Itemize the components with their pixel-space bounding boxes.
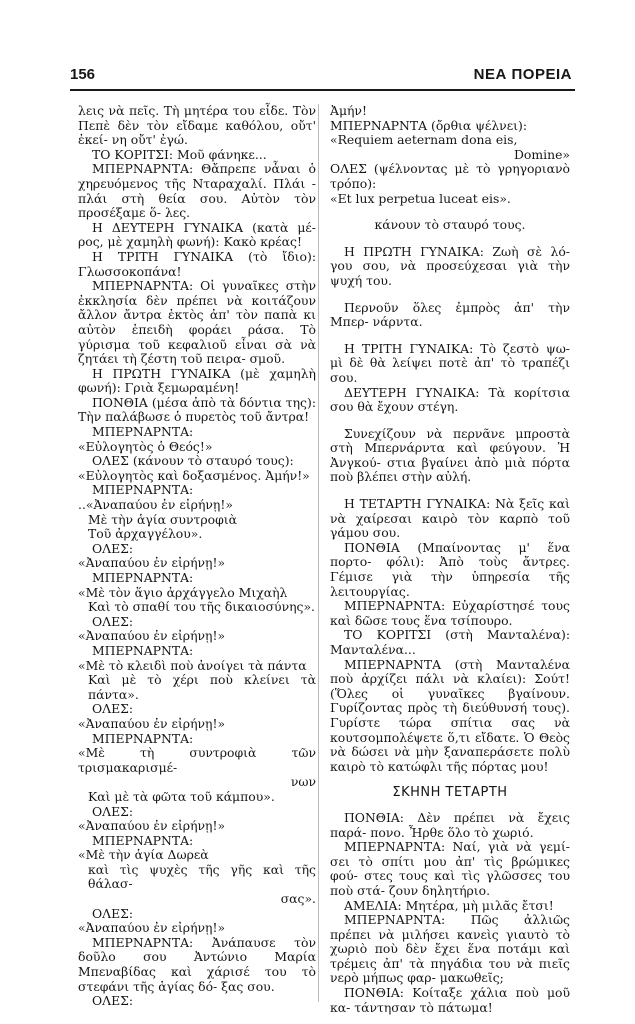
verse-line: «Μὲ τὴ συντροφιὰ τῶν τρισμακαρισμέ- [78,745,316,775]
speaker: ΟΛΕΣ (ψέλνοντας μὲ τὸ γρηγοριανὸ τρόπο): [330,161,570,191]
speaker: ΟΛΕΣ: [92,993,134,1009]
speaker: ΟΛΕΣ: [92,905,134,921]
dialogue-line: Η ΔΕΥΤΕΡΗ ΓΥΝΑΙΚΑ (κατὰ μέ- ρος, μὲ χαμηλὴ φωνή): Κακὸ κρέας! [78,219,316,250]
dialogue-line: ΔΕΥΤΕΡΗ ΓΥΝΑΙΚΑ: Τὰ κορίτσια σου θὰ ἔχουν στέγη. [330,384,570,415]
dialogue-line: ΠΟΝΘΙΑ (μέσα ἀπὸ τὰ δόντια της): Τὴν παλάβωσε ὁ πυρετὸς τοῦ ἄντρα! [78,394,316,425]
dialogue-line: Η ΤΕΤΑΡΤΗ ΓΥΝΑΙΚΑ: Νὰ ξεῖς καὶ νὰ χαίρεσαι καιρὸ τὸν καρπὸ τοῦ γάμου σου. [330,496,570,541]
speaker: ΜΠΕΡΝΑΡΝΤΑ: [92,832,194,848]
journal-title: ΝΕΑ ΠΟΡΕΙΑ [473,66,572,83]
speaker: ΜΠΕΡΝΑΡΝΤΑ: [92,730,194,746]
dialogue-line: ΜΠΕΡΝΑΡΝΤΑ: Πῶς ἀλλιῶς πρέπει νὰ μιλήσει κανεὶς γιαυτὸ τὸ χωριὸ ποὺ δὲν ἔχει ἕνα ποτάμι καὶ τρέμεις ἀπ' τὰ πηγάδια του νὰ πιεῖς νερὸ μήπως φαρ- μακωθεῖς; [330,912,570,986]
speaker: ΟΛΕΣ: [92,613,134,629]
dialogue-line: Η ΤΡΙΤΗ ΓΥΝΑΙΚΑ (τὸ ἴδιο): Γλωσσοκοπάνα! [78,248,316,279]
dialogue-line: ΠΟΝΘΙΑ (Μπαίνοντας μ' ἕνα πορτο- φόλι): Ἀπὸ τοὺς ἄντρες. Γέμισε γιὰ τὴν ὑπηρεσία τῆς λειτουργίας. [330,539,570,599]
dialogue-line: ΠΟΝΘΙΑ: Δὲν πρέπει νὰ ἔχεις παρά- πονο. Ἦρθε ὅλο τὸ χωριό. [330,809,570,840]
verse-line: «Εὐλογητὸς καὶ δοξασμένος. Ἀμήν!» [78,467,310,483]
verse-line: Τοῦ ἀρχαγγέλου». [88,526,203,542]
dialogue-line: Η ΠΡΩΤΗ ΓΥΝΑΙΚΑ (μὲ χαμηλὴ φωνή): Γριὰ ξεμωραμένη! [78,365,316,396]
speaker: ΜΠΕΡΝΑΡΝΤΑ: [92,570,194,585]
right-column [330,104,570,1015]
verse-line: «Ἀναπαύου ἐν εἰρήνῃ!» [78,555,226,571]
dialogue-line: ΜΠΕΡΝΑΡΝΤΑ: Ναί, γιὰ νὰ γεμί- σει τὸ σπίτι μου ἀπ' τὶς βρώμικες φού- στες τους καὶ τὶς γλῶσσες του ποὺ στά- ζουν δηλητήριο. [330,839,570,898]
dialogue-line: ΜΠΕΡΝΑΡΝΤΑ: Ἀνάπαυσε τὸν δοῦλο σου Ἀντώνιο Μαρία Μπεναβίδας καὶ χάρισέ του τὸ στεφάνι τῆς ἁγίας δό- ξας σου. [78,934,316,994]
stage-direction: Συνεχίζουν νὰ περνᾶνε μπροστὰ στὴ Μπερνάρντα καὶ φεύγουν. Ἡ Ἀνγκού- στια βγαίνει ἀπὸ μιὰ πόρτα ποὺ βλέπει στὴν αὐλή. [330,425,570,485]
paragraph: λεις νὰ πεῖς. Τὴ μητέρα του εἶδε. Τὸν Πεπὲ δὲν τὸν εἴδαμε καθόλου, οὔτ' ἐκεί- νη οὔτ' ἐγώ. [78,103,316,148]
verse-line: Καὶ μὲ τὰ φῶτα τοῦ κάμπου». [88,788,275,804]
dialogue-line: Ἀμήν! [330,103,367,118]
dialogue-line: ΜΠΕΡΝΑΡΝΤΑ (στὴ Μανταλένα ποὺ ἀρχίζει πάλι νὰ κλαίει): Σούτ! (Ὅλες οἱ γυναῖκες βγαίνουν. Γυρίζοντας πρὸς τὴ διεύθυνσή τους). Γυρίστε τώρα σπίτια σας νὰ κουτσομπολέψετε ὅ,τι εἴδατε. Ὁ Θεὸς νὰ δώσει νὰ μὴν ξαναπεράσετε πολὺ καιρὸ τὸ κατώφλι τῆς πόρτας μου! [330,656,570,774]
verse-line: Καὶ τὸ σπαθί του τῆς δικαιοσύνης». [88,599,315,615]
stage-direction: Περνοῦν ὅλες ἐμπρὸς ἀπ' τὴν Μπερ- νάρντα. [330,299,570,330]
dialogue-line: ΜΠΕΡΝΑΡΝΤΑ: Οἱ γυναῖκες στὴν ἐκκλησία δὲν πρέπει νὰ κοιτάζουν ἄλλον ἄντρα ἐκτὸς ἀπ' τὸν παπὰ κι αὐτὸν ἐπειδὴ φοράει ράσα. Τὸ γύρισμα τοῦ κεφαλιοῦ εἶναι σὰ νὰ ζητάει τὴ ζέστη τοῦ πειρα- σμοῦ. [78,278,316,367]
verse-line: νων [290,774,316,790]
speaker: ΜΠΕΡΝΑΡΝΤΑ: [92,424,194,440]
verse-line: ..«Ἀναπαύου ἐν εἰρήνῃ!» [78,497,233,513]
verse-line: Καὶ μὲ τὸ χέρι ποὺ κλείνει τὰ πάντα». [88,672,316,702]
verse-line: σας». [280,891,316,907]
verse-line: καὶ τὶς ψυχὲς τῆς γῆς καὶ τῆς θάλασ- [88,861,316,892]
verse-line: «Μὲ τὸ κλειδὶ ποὺ ἀνοίγει τὰ πάντα [78,657,307,673]
dialogue-line: ΠΟΝΘΙΑ: Κοίταξε χάλια ποὺ μοῦ κα- τάντησαν τὸ πάτωμα! [330,985,570,1015]
speaker: ΟΛΕΣ (κάνουν τὸ σταυρό τους): [92,453,294,469]
speaker: ΜΠΕΡΝΑΡΝΤΑ (ὄρθια ψέλνει): [330,117,528,133]
dialogue-line: ΜΠΕΡΝΑΡΝΤΑ: Θἄπρεπε νἆναι ὁ χηρευόμενος τῆς Νταραχαλί. Πλάι - πλάι στὴ θεία σου. Αὐτὸν τὸν προσέξαμε ὅ- λες. [78,161,316,221]
verse-line: «Μὲ τὴν ἁγία Δωρεὰ [78,847,209,863]
scene-heading: ΣΚΗΝΗ ΤΕΤΑΡΤΗ [392,785,508,801]
page-number: 156 [70,66,96,83]
column-gutter [318,104,319,1002]
verse-line: «Et lux perpetua luceat eis». [330,190,511,206]
verse-line: «Ἀναπαύου ἐν εἰρήνῃ!» [78,715,226,731]
verse-line: «Εὐλογητὸς ὁ Θεός!» [78,438,213,454]
speaker: ΜΠΕΡΝΑΡΝΤΑ: [92,482,194,498]
dialogue-line: ΜΠΕΡΝΑΡΝΤΑ: Εὐχαρίστησέ τους καὶ δῶσε τους ἕνα τσίπουρο. [330,598,570,628]
speaker: ΟΛΕΣ: [92,803,134,819]
verse-line: Domine» [514,146,570,162]
header-rule [70,89,575,91]
verse-line: «Μὲ τὸν ἅγιο ἀρχάγγελο Μιχαὴλ [78,584,288,600]
dialogue-line: ΤΟ ΚΟΡΙΤΣΙ (στὴ Μανταλένα): Μανταλένα... [330,627,570,657]
dialogue-line: Η ΠΡΩΤΗ ΓΥΝΑΙΚΑ: Ζωὴ σὲ λό- γου σου, νὰ προσεύχεσαι γιὰ τὴν ψυχή του. [330,243,570,288]
verse-line: «Ἀναπαύου ἐν εἰρήνῃ!» [78,818,226,834]
verse-line: «Ἀναπαύου ἐν εἰρήνῃ!» [78,920,226,936]
speaker: ΜΠΕΡΝΑΡΝΤΑ: [92,642,194,658]
verse-line: «Ἀναπαύου ἐν εἰρήνῃ!» [78,628,226,644]
stage-direction: κάνουν τὸ σταυρό τους. [374,217,526,233]
verse-line: «Requiem aeternam dona eis, [330,132,518,148]
verse-line: Μὲ τὴν ἁγία συντροφιὰ [88,511,237,527]
dialogue-line: Η ΤΡΙΤΗ ΓΥΝΑΙΚΑ: Τὸ ζεστὸ ψω- μὶ δὲ θὰ λείψει ποτὲ ἀπ' τὸ τραπέζι σου. [330,340,570,385]
left-column [78,104,316,1009]
dialogue-line: ΑΜΕΛΙΑ: Μητέρα, μὴ μιλᾶς ἔτσι! [344,897,554,913]
dialogue-line: ΤΟ ΚΟΡΙΤΣΙ: Μοῦ φάνηκε... [92,146,267,162]
speaker: ΟΛΕΣ: [92,701,134,717]
speaker: ΟΛΕΣ: [92,540,134,556]
